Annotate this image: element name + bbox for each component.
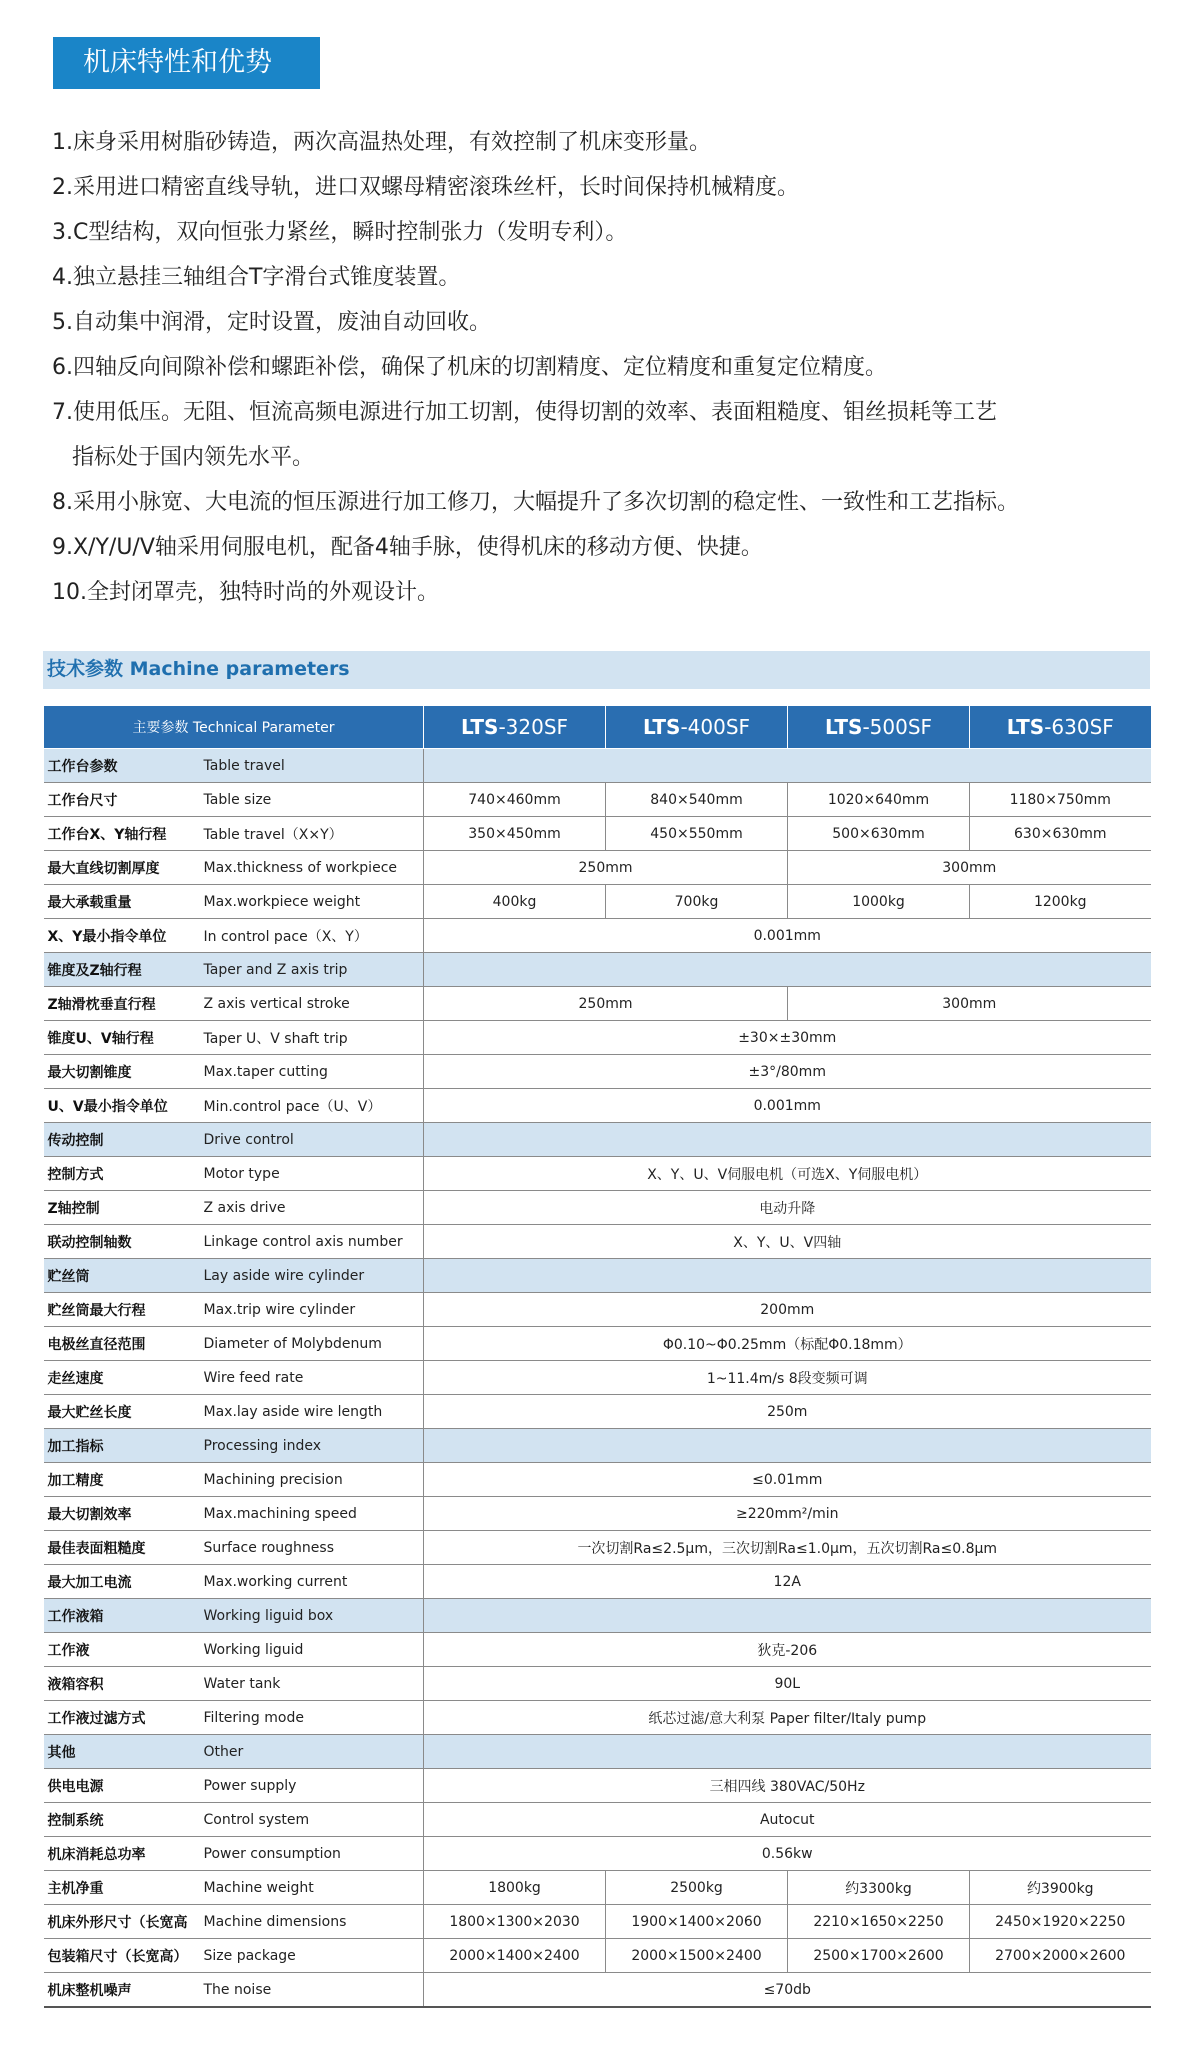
param-name-en: Z axis drive	[200, 1191, 424, 1225]
value-cell: 0.001mm	[424, 919, 1151, 953]
table-row	[44, 1667, 1151, 1701]
model-header: LTS-400SF	[606, 706, 788, 749]
value-cell: 200mm	[424, 1293, 1151, 1327]
feature-text: 7.使用低压。无阻、恒流高频电源进行加工切割，使得切割的效率、表面粗糙度、钼丝损耗等工艺	[52, 400, 997, 425]
param-name-cn: 供电电源	[44, 1769, 200, 1803]
param-name-cn: 最大贮丝长度	[44, 1395, 200, 1429]
param-name-en: Max.working current	[200, 1565, 424, 1599]
param-name-en: The noise	[200, 1973, 424, 2008]
table-row	[44, 1327, 1151, 1361]
table-row	[44, 1701, 1151, 1735]
value-cell: 1020×640mm	[788, 783, 970, 817]
param-name-cn: 包装箱尺寸（长宽高）	[44, 1939, 200, 1973]
value-cell: 2000×1500×2400	[606, 1939, 788, 1973]
param-name-cn: 锥度及Z轴行程	[44, 953, 200, 987]
param-name-en: Filtering mode	[200, 1701, 424, 1735]
param-header: 主要参数 Technical Parameter	[44, 706, 424, 749]
section-fill	[424, 1735, 1151, 1769]
value-cell: 2700×2000×2600	[970, 1939, 1151, 1973]
model-header: LTS-630SF	[970, 706, 1151, 749]
value-cell: 2500kg	[606, 1871, 788, 1905]
section-row	[44, 1429, 1151, 1463]
param-name-cn: X、Y最小指令单位	[44, 919, 200, 953]
feature-item	[52, 480, 1152, 525]
param-name-en: Table size	[200, 783, 424, 817]
table-row	[44, 919, 1151, 953]
param-name-en: Processing index	[200, 1429, 424, 1463]
param-name-cn: 最大切割效率	[44, 1497, 200, 1531]
param-name-cn: 传动控制	[44, 1123, 200, 1157]
param-name-cn: 最佳表面粗糙度	[44, 1531, 200, 1565]
param-name-en: Linkage control axis number	[200, 1225, 424, 1259]
feature-item	[52, 120, 1152, 165]
param-name-cn: 工作液箱	[44, 1599, 200, 1633]
value-cell: 狄克-206	[424, 1633, 1151, 1667]
value-cell: ≤70db	[424, 1973, 1151, 2008]
param-name-cn: Z轴控制	[44, 1191, 200, 1225]
param-name-en: Diameter of Molybdenum	[200, 1327, 424, 1361]
param-name-cn: 最大直线切割厚度	[44, 851, 200, 885]
param-name-en: Table travel（X×Y）	[200, 817, 424, 851]
value-cell: 一次切割Ra≤2.5μm，三次切割Ra≤1.0μm，五次切割Ra≤0.8μm	[424, 1531, 1151, 1565]
value-cell: 1~11.4m/s 8段变频可调	[424, 1361, 1151, 1395]
value-cell: 0.56kw	[424, 1837, 1151, 1871]
value-cell: 1200kg	[970, 885, 1151, 919]
table-row	[44, 1021, 1151, 1055]
table-row	[44, 1905, 1151, 1939]
value-cell: 630×630mm	[970, 817, 1151, 851]
value-cell: 300mm	[788, 987, 1151, 1021]
feature-text: 3.C型结构，双向恒张力紧丝，瞬时控制张力（发明专利）。	[52, 220, 628, 245]
value-cell: 2500×1700×2600	[788, 1939, 970, 1973]
section-fill	[424, 1429, 1151, 1463]
value-cell: 90L	[424, 1667, 1151, 1701]
param-name-en: Working liguid box	[200, 1599, 424, 1633]
feature-text: 6.四轴反向间隙补偿和螺距补偿，确保了机床的切割精度、定位精度和重复定位精度。	[52, 355, 887, 380]
value-cell: 700kg	[606, 885, 788, 919]
model-header: LTS-500SF	[788, 706, 970, 749]
param-name-cn: Z轴滑枕垂直行程	[44, 987, 200, 1021]
param-name-cn: 控制方式	[44, 1157, 200, 1191]
table-row	[44, 885, 1151, 919]
value-cell: 1000kg	[788, 885, 970, 919]
value-cell: 纸芯过滤/意大利泵 Paper filter/Italy pump	[424, 1701, 1151, 1735]
section-row	[44, 1599, 1151, 1633]
table-row	[44, 1157, 1151, 1191]
spec-table	[43, 705, 1151, 2008]
param-name-en: Machine dimensions	[200, 1905, 424, 1939]
param-name-en: Wire feed rate	[200, 1361, 424, 1395]
value-cell: 约3900kg	[970, 1871, 1151, 1905]
table-row	[44, 1837, 1151, 1871]
value-cell: 约3300kg	[788, 1871, 970, 1905]
table-row	[44, 1055, 1151, 1089]
value-cell: 2210×1650×2250	[788, 1905, 970, 1939]
value-cell: 2000×1400×2400	[424, 1939, 606, 1973]
feature-item	[52, 390, 1152, 480]
section-title: 机床特性和优势	[53, 37, 320, 89]
table-row	[44, 1531, 1151, 1565]
feature-text: 1.床身采用树脂砂铸造，两次高温热处理，有效控制了机床变形量。	[52, 130, 711, 155]
value-cell: 0.001mm	[424, 1089, 1151, 1123]
section-fill	[424, 1259, 1151, 1293]
param-name-en: Power supply	[200, 1769, 424, 1803]
value-cell: 三相四线 380VAC/50Hz	[424, 1769, 1151, 1803]
param-name-cn: 机床外形尺寸（长宽高	[44, 1905, 200, 1939]
param-name-cn: 液箱容积	[44, 1667, 200, 1701]
feature-text: 5.自动集中润滑，定时设置，废油自动回收。	[52, 310, 491, 335]
section-fill	[424, 1599, 1151, 1633]
table-row	[44, 1803, 1151, 1837]
feature-item	[52, 345, 1152, 390]
param-name-en: Max.thickness of workpiece	[200, 851, 424, 885]
param-name-cn: 工作台尺寸	[44, 783, 200, 817]
value-cell: 500×630mm	[788, 817, 970, 851]
param-name-cn: 工作台参数	[44, 749, 200, 783]
feature-item	[52, 300, 1152, 345]
value-cell: 300mm	[788, 851, 1151, 885]
value-cell: ≥220mm²/min	[424, 1497, 1151, 1531]
param-name-en: Max.workpiece weight	[200, 885, 424, 919]
feature-text: 2.采用进口精密直线导轨，进口双螺母精密滚珠丝杆，长时间保持机械精度。	[52, 175, 799, 200]
section-row	[44, 749, 1151, 783]
param-name-cn: 电极丝直径范围	[44, 1327, 200, 1361]
feature-item	[52, 255, 1152, 300]
param-name-en: Max.trip wire cylinder	[200, 1293, 424, 1327]
feature-item	[52, 165, 1152, 210]
value-cell: ≤0.01mm	[424, 1463, 1151, 1497]
param-name-cn: 加工精度	[44, 1463, 200, 1497]
param-name-en: Surface roughness	[200, 1531, 424, 1565]
table-row	[44, 1191, 1151, 1225]
section-fill	[424, 1123, 1151, 1157]
param-name-cn: 机床整机噪声	[44, 1973, 200, 2008]
param-name-cn: U、V最小指令单位	[44, 1089, 200, 1123]
param-name-cn: 最大承载重量	[44, 885, 200, 919]
table-row	[44, 1361, 1151, 1395]
param-name-cn: 工作台X、Y轴行程	[44, 817, 200, 851]
table-header-row	[44, 706, 1151, 749]
table-row	[44, 1225, 1151, 1259]
spec-section-header: 技术参数 Machine parameters	[43, 651, 1150, 689]
feature-text: 8.采用小脉宽、大电流的恒压源进行加工修刀，大幅提升了多次切割的稳定性、一致性和工艺指标。	[52, 490, 1019, 515]
feature-item	[52, 210, 1152, 255]
feature-list	[52, 120, 1152, 615]
param-name-cn: 锥度U、V轴行程	[44, 1021, 200, 1055]
section-row	[44, 953, 1151, 987]
table-row	[44, 1395, 1151, 1429]
param-name-cn: 工作液过滤方式	[44, 1701, 200, 1735]
section-fill	[424, 953, 1151, 987]
value-cell: 12A	[424, 1565, 1151, 1599]
feature-text: 4.独立悬挂三轴组合T字滑台式锥度装置。	[52, 265, 461, 290]
feature-text: 9.X/Y/U/V轴采用伺服电机，配备4轴手脉，使得机床的移动方便、快捷。	[52, 535, 763, 560]
table-row	[44, 851, 1151, 885]
table-row	[44, 1089, 1151, 1123]
param-name-en: Control system	[200, 1803, 424, 1837]
param-name-cn: 最大切割锥度	[44, 1055, 200, 1089]
param-name-en: Taper U、V shaft trip	[200, 1021, 424, 1055]
table-row	[44, 1871, 1151, 1905]
param-name-en: Lay aside wire cylinder	[200, 1259, 424, 1293]
value-cell: 350×450mm	[424, 817, 606, 851]
param-name-cn: 贮丝筒最大行程	[44, 1293, 200, 1327]
param-name-en: Max.machining speed	[200, 1497, 424, 1531]
param-name-en: Table travel	[200, 749, 424, 783]
value-cell: Φ0.10~Φ0.25mm（标配Φ0.18mm）	[424, 1327, 1151, 1361]
param-name-cn: 控制系统	[44, 1803, 200, 1837]
value-cell: 740×460mm	[424, 783, 606, 817]
value-cell: 250mm	[424, 987, 788, 1021]
value-cell: 1900×1400×2060	[606, 1905, 788, 1939]
value-cell: ±30×±30mm	[424, 1021, 1151, 1055]
value-cell: 2450×1920×2250	[970, 1905, 1151, 1939]
param-name-en: Min.control pace（U、V）	[200, 1089, 424, 1123]
param-name-en: Power consumption	[200, 1837, 424, 1871]
param-name-cn: 走丝速度	[44, 1361, 200, 1395]
param-name-en: Z axis vertical stroke	[200, 987, 424, 1021]
table-row	[44, 1633, 1151, 1667]
param-name-en: Water tank	[200, 1667, 424, 1701]
section-fill	[424, 749, 1151, 783]
param-name-en: Working liguid	[200, 1633, 424, 1667]
table-row	[44, 1769, 1151, 1803]
param-name-en: Taper and Z axis trip	[200, 953, 424, 987]
param-name-en: Motor type	[200, 1157, 424, 1191]
value-cell: X、Y、U、V四轴	[424, 1225, 1151, 1259]
feature-text: 10.全封闭罩壳，独特时尚的外观设计。	[52, 580, 439, 605]
table-row	[44, 1293, 1151, 1327]
table-row	[44, 1463, 1151, 1497]
param-name-en: Max.taper cutting	[200, 1055, 424, 1089]
table-row	[44, 783, 1151, 817]
table-row	[44, 987, 1151, 1021]
value-cell: 840×540mm	[606, 783, 788, 817]
feature-item	[52, 525, 1152, 570]
table-row	[44, 1497, 1151, 1531]
value-cell: ±3°/80mm	[424, 1055, 1151, 1089]
table-row	[44, 1939, 1151, 1973]
value-cell: 450×550mm	[606, 817, 788, 851]
param-name-en: Drive control	[200, 1123, 424, 1157]
value-cell: Autocut	[424, 1803, 1151, 1837]
param-name-cn: 加工指标	[44, 1429, 200, 1463]
section-row	[44, 1123, 1151, 1157]
param-name-cn: 工作液	[44, 1633, 200, 1667]
section-row	[44, 1735, 1151, 1769]
value-cell: 电动升降	[424, 1191, 1151, 1225]
param-name-en: Max.lay aside wire length	[200, 1395, 424, 1429]
section-row	[44, 1259, 1151, 1293]
value-cell: 250mm	[424, 851, 788, 885]
table-row	[44, 817, 1151, 851]
param-name-en: Other	[200, 1735, 424, 1769]
param-name-cn: 其他	[44, 1735, 200, 1769]
model-header: LTS-320SF	[424, 706, 606, 749]
param-name-en: Machining precision	[200, 1463, 424, 1497]
param-name-cn: 主机净重	[44, 1871, 200, 1905]
param-name-cn: 贮丝筒	[44, 1259, 200, 1293]
param-name-en: Machine weight	[200, 1871, 424, 1905]
value-cell: 250m	[424, 1395, 1151, 1429]
value-cell: 400kg	[424, 885, 606, 919]
param-name-en: Size package	[200, 1939, 424, 1973]
param-name-en: In control pace（X、Y）	[200, 919, 424, 953]
feature-text-continuation: 指标处于国内领先水平。	[72, 445, 315, 470]
param-name-cn: 机床消耗总功率	[44, 1837, 200, 1871]
value-cell: 1800×1300×2030	[424, 1905, 606, 1939]
value-cell: 1800kg	[424, 1871, 606, 1905]
param-name-cn: 联动控制轴数	[44, 1225, 200, 1259]
value-cell: X、Y、U、V伺服电机（可选X、Y伺服电机）	[424, 1157, 1151, 1191]
table-row	[44, 1973, 1151, 2008]
table-row	[44, 1565, 1151, 1599]
param-name-cn: 最大加工电流	[44, 1565, 200, 1599]
value-cell: 1180×750mm	[970, 783, 1151, 817]
feature-item	[52, 570, 1152, 615]
